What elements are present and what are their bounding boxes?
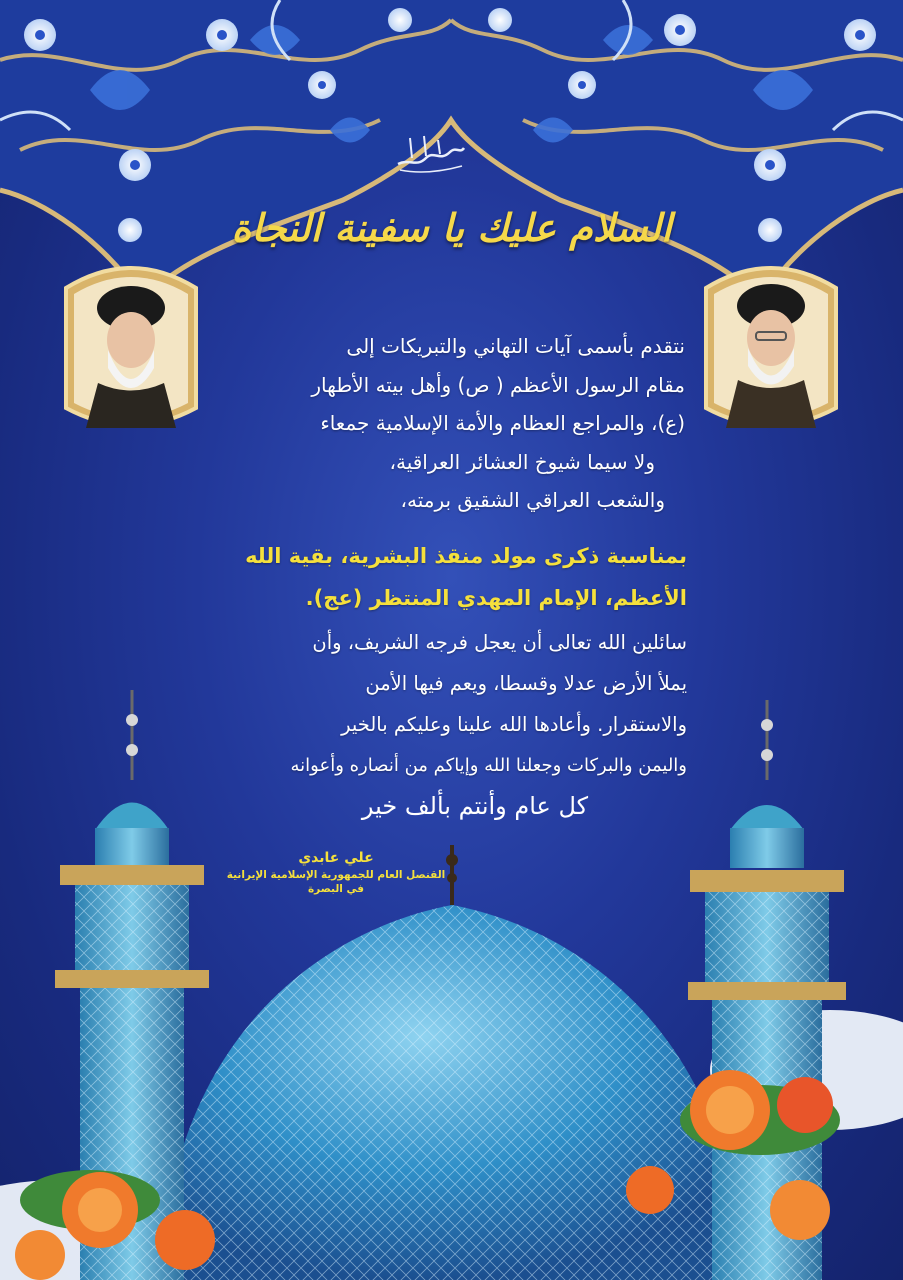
text-line: الأعظم، الإمام المهدي المنتظر (عج). xyxy=(305,586,687,610)
text-line: (ع)، والمراجع العظام والأمة الإسلامية جمعاء xyxy=(320,411,685,435)
occasion-paragraph xyxy=(222,535,687,619)
text-line: بمناسبة ذكرى مولد منقذ البشرية، بقية الله xyxy=(245,544,687,568)
text-line: والاستقرار. وأعادها الله علينا وعليكم بالخير xyxy=(341,713,687,736)
cleric-portrait-icon xyxy=(698,258,844,428)
closing-wish: كل عام وأنتم بألف خير xyxy=(361,792,589,820)
text-line: ولا سيما شيوخ العشائر العراقية، xyxy=(389,449,655,474)
text-line: يملأ الأرض عدلا وقسطا، ويعم فيها الأمن xyxy=(365,672,687,695)
mosque-scene-illustration xyxy=(0,680,903,1280)
basmala-calligraphy xyxy=(390,128,470,178)
signer-name: علي عابدي xyxy=(298,850,374,866)
text-line: سائلين الله تعالى أن يعجل فرجه الشريف، وأن xyxy=(312,631,687,654)
text-line: والشعب العراقي الشقيق برمته، xyxy=(400,488,665,512)
signer-title: القنصل العام للجمهورية الإسلامية الإيرانية xyxy=(226,869,446,881)
portrait-left xyxy=(58,258,204,428)
page-title: السلام عليك يا سفينة النجاة xyxy=(231,205,672,250)
text-line: واليمن والبركات وجعلنا الله وإياكم من أنصاره وأعوانه xyxy=(290,755,687,776)
cleric-portrait-icon xyxy=(58,258,204,428)
signer-location: في البصرة xyxy=(307,883,365,895)
greeting-paragraph xyxy=(225,327,685,520)
text-line: نتقدم بأسمى آيات التهاني والتبريكات إلى xyxy=(346,334,685,358)
text-line: مقام الرسول الأعظم ( ص) وأهل بيته الأطهار xyxy=(311,372,685,397)
portrait-right xyxy=(698,258,844,428)
